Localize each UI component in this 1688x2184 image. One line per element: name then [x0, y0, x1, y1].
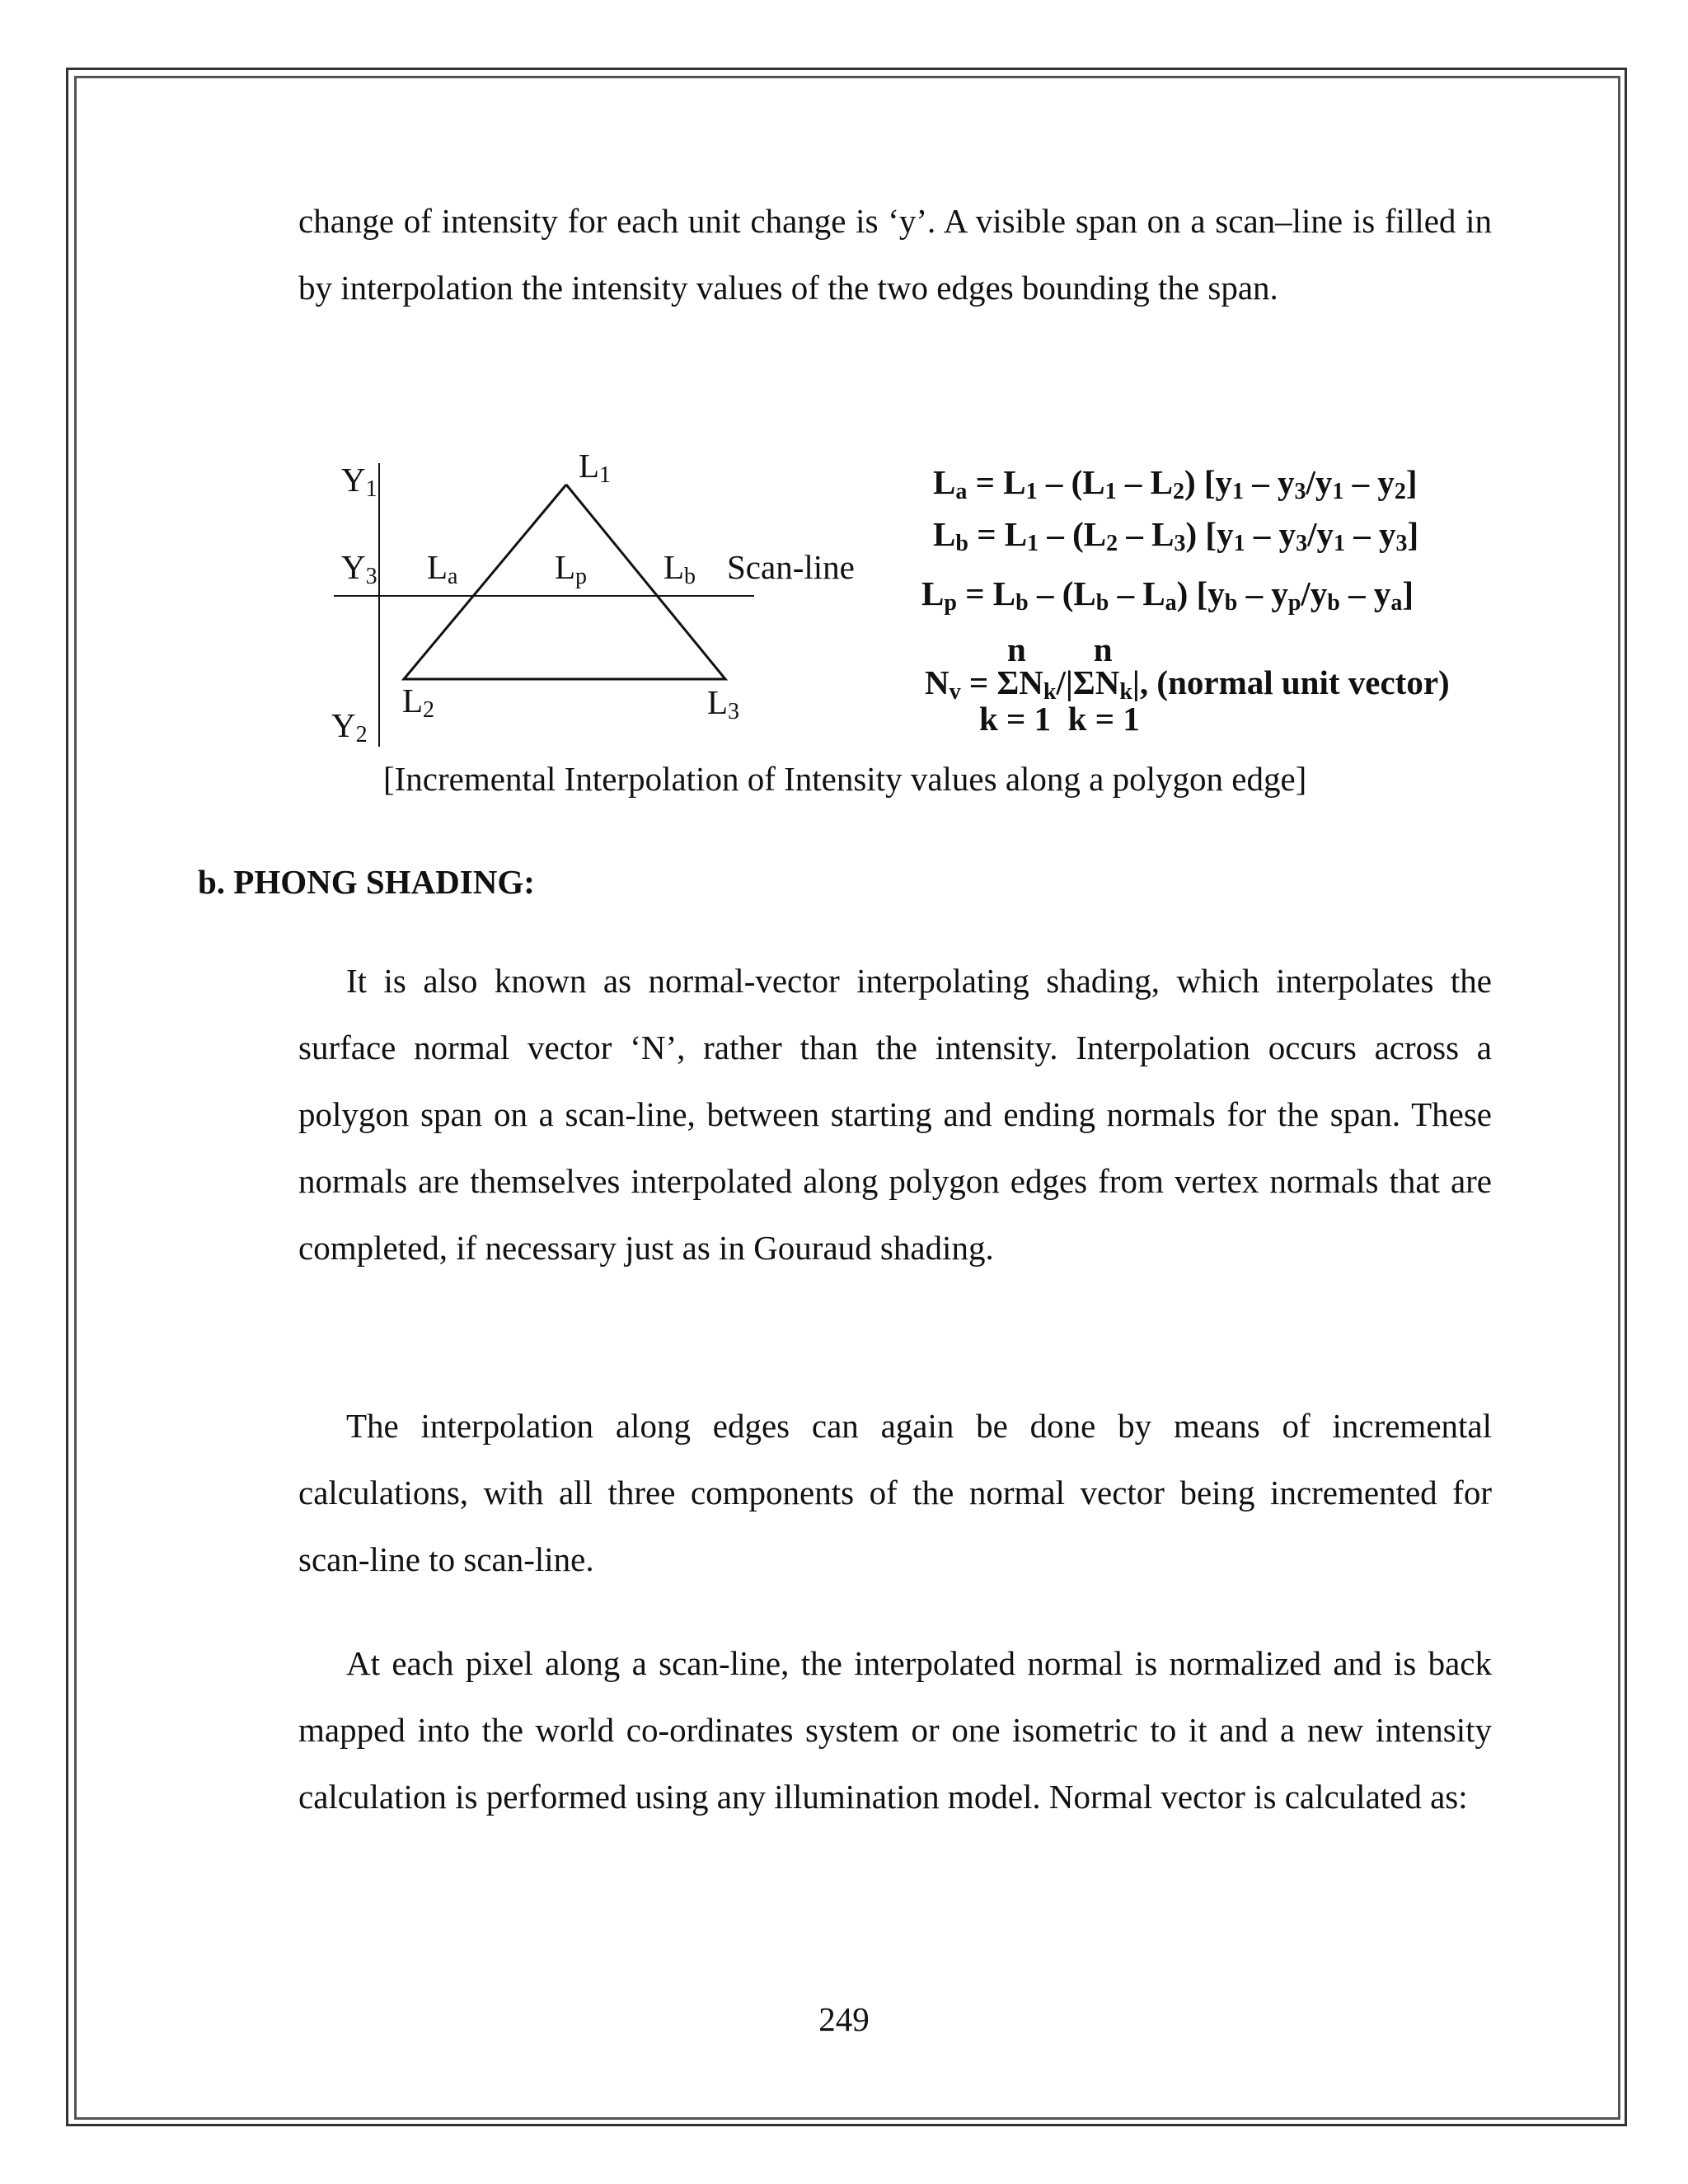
figure-caption: [Incremental Interpolation of Intensity values along a polygon edge]: [383, 760, 1307, 798]
y3-label: $Y_3$: [341, 548, 377, 589]
equation-nv: $N_v = \Sigma N_k/|\Sigma N_k|$, (normal unit vector): [925, 663, 1450, 705]
lp-label: $L_p$: [555, 548, 588, 589]
equation-lb: $L_b = L_1 - (L_2 - L_3)$ $[y_1 - y_3/y_1 - y_3]$: [933, 515, 1419, 556]
phong-paragraph-1: It is also known as normal-vector interpolating shading, which interpolates the surface normal vector ‘N’, rather than the intensity. Interpolation occurs across a polygon span on a scan-line, between starting and ending normals for the span. These normals are themselves interpolated along polygon edges from vertex normals that are completed, if necessary just as in Gouraud shading.: [298, 962, 1492, 1267]
l2-label: $L_2$: [402, 682, 435, 723]
interpolation-diagram: [321, 437, 898, 766]
l1-label: $L_1$: [579, 447, 612, 488]
equation-la: $L_a = L_1 - (L_1 - L_2)$ $[y_1 - y_3/y_1 - y_2]$: [933, 463, 1418, 504]
y1-label: $Y_1$: [341, 461, 377, 502]
section-heading: b. PHONG SHADING:: [198, 863, 535, 901]
equation-lp: $L_p = L_b - (L_b - L_a)$ $[y_b - y_p/y_b - y_a]$: [921, 574, 1414, 616]
equation-nv-upper-limits: n n: [1007, 630, 1113, 668]
equation-nv-lower-limits: k = 1 k = 1: [979, 700, 1140, 738]
la-label: $L_a$: [427, 548, 458, 589]
y2-label: $Y_2$: [331, 706, 368, 748]
phong-paragraph-2: The interpolation along edges can again be done by means of incremental calculations, with all three components of the normal vector being incremented for scan-line to scan-line.: [298, 1407, 1492, 1578]
intro-paragraph: change of intensity for each unit change is ‘y’. A visible span on a scan–line is filled in by interpolation the intensity values of the two edges bounding the span.: [298, 202, 1492, 307]
page-number: 249: [818, 2000, 870, 2038]
lb-label: $L_b$: [663, 548, 696, 589]
l3-label: $L_3$: [707, 683, 740, 724]
phong-paragraph-3: At each pixel along a scan-line, the interpolated normal is normalized and is back mapped into the world co-ordinates system or one isometric to it and a new intensity calculation is performed using any illumination model. Normal vector is calculated as:: [298, 1644, 1492, 1816]
scan-line-label: Scan-line: [727, 548, 855, 586]
